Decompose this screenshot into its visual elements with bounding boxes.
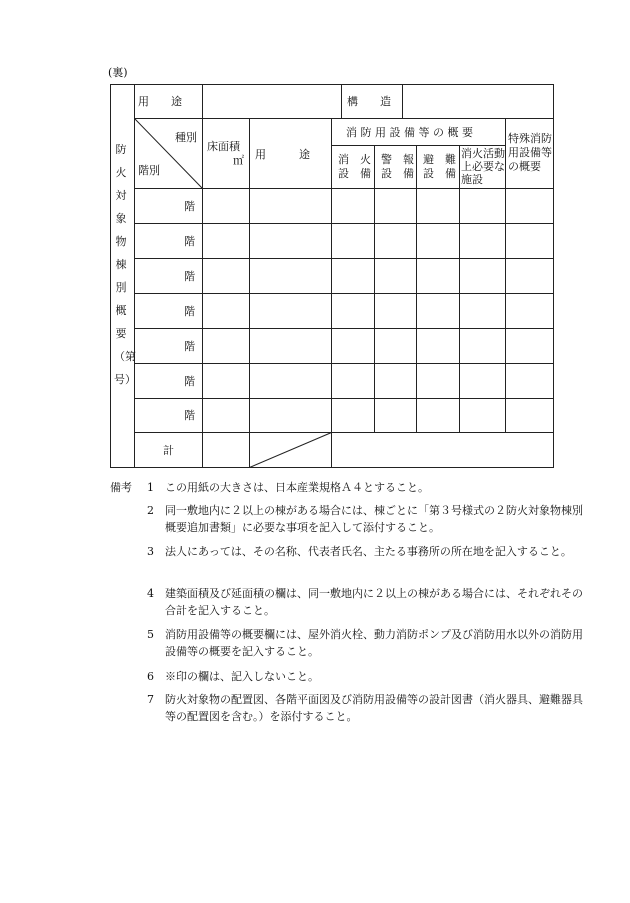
type-header: 種別 (175, 131, 197, 144)
special-equipment-header-1: 特殊消防 (508, 132, 552, 145)
firefighting-header-2: 上必要な (461, 160, 505, 173)
floor-row-label: 階 (184, 340, 195, 353)
floor-area-header: 床面積 (207, 140, 240, 153)
firefighting-header-3: 施設 (461, 173, 483, 186)
note-number: 3 (147, 545, 154, 558)
extinguishing-header-2: 設 備 (338, 167, 371, 180)
note-number: 4 (147, 587, 154, 600)
floor-row-label: 階 (184, 305, 195, 318)
extinguishing-header-1: 消 火 (338, 153, 371, 166)
note-number: 1 (147, 481, 154, 494)
firefighting-header-1: 消火活動 (461, 147, 505, 160)
floor-area-unit: ㎡ (233, 154, 244, 167)
floor-row-label: 階 (184, 409, 195, 422)
fire-equipment-overview-header: 消 防 用 設 備 等 の 概 要 (346, 126, 473, 139)
alarm-header-2: 設 備 (381, 167, 414, 180)
floor-row-label: 階 (184, 375, 195, 388)
total-row-label: 計 (163, 444, 174, 457)
floor-row-label: 階 (184, 235, 195, 248)
floor-row-label: 階 (184, 270, 195, 283)
use-header: 用 途 (255, 148, 310, 161)
special-equipment-header-2: 用設備等 (508, 146, 552, 159)
note-text: 同一敷地内に２以上の棟がある場合には、棟ごとに「第３号様式の２防火対象物棟別概要追加書類」に必要な事項を記入して添付すること。 (165, 504, 583, 534)
note-number: 2 (147, 504, 154, 517)
note-text: 建築面積及び延面積の欄は、同一敷地内に２以上の棟がある場合には、それぞれその合計を記入すること。 (165, 587, 583, 617)
note-number: 5 (147, 628, 154, 641)
note-text: 防火対象物の配置図、各階平面図及び消防用設備等の設計図書（消火器具、避難器具等の配置図を含む。）を添付すること。 (165, 693, 583, 723)
note-text: ※印の欄は、記入しないこと。 (165, 670, 319, 683)
usage-header: 用 途 (138, 95, 182, 108)
note-text: この用紙の大きさは、日本産業規格Ａ４とすること。 (165, 481, 429, 494)
floor-header: 階別 (138, 164, 160, 177)
note-number: 6 (147, 670, 154, 683)
notes-heading: 備考 (110, 481, 132, 494)
special-equipment-header-3: の概要 (508, 160, 541, 173)
note-text: 消防用設備等の概要欄には、屋外消火栓、動力消防ポンプ及び消防用水以外の消防用設備等の概要を記入すること。 (165, 628, 583, 658)
structure-header: 構 造 (347, 95, 391, 108)
evacuation-header-2: 設 備 (423, 167, 456, 180)
evacuation-header-1: 避 難 (423, 153, 456, 166)
side-label-building-overview: 防 火 対 象 物 棟 別 概 要（第 号） (114, 143, 140, 386)
floor-row-label: 階 (184, 200, 195, 213)
alarm-header-1: 警 報 (381, 153, 414, 166)
note-number: 7 (147, 693, 154, 706)
note-text: 法人にあっては、その名称、代表者氏名、主たる事務所の所在地を記入すること。 (165, 545, 572, 558)
reverse-side-label: (裏) (108, 66, 128, 79)
